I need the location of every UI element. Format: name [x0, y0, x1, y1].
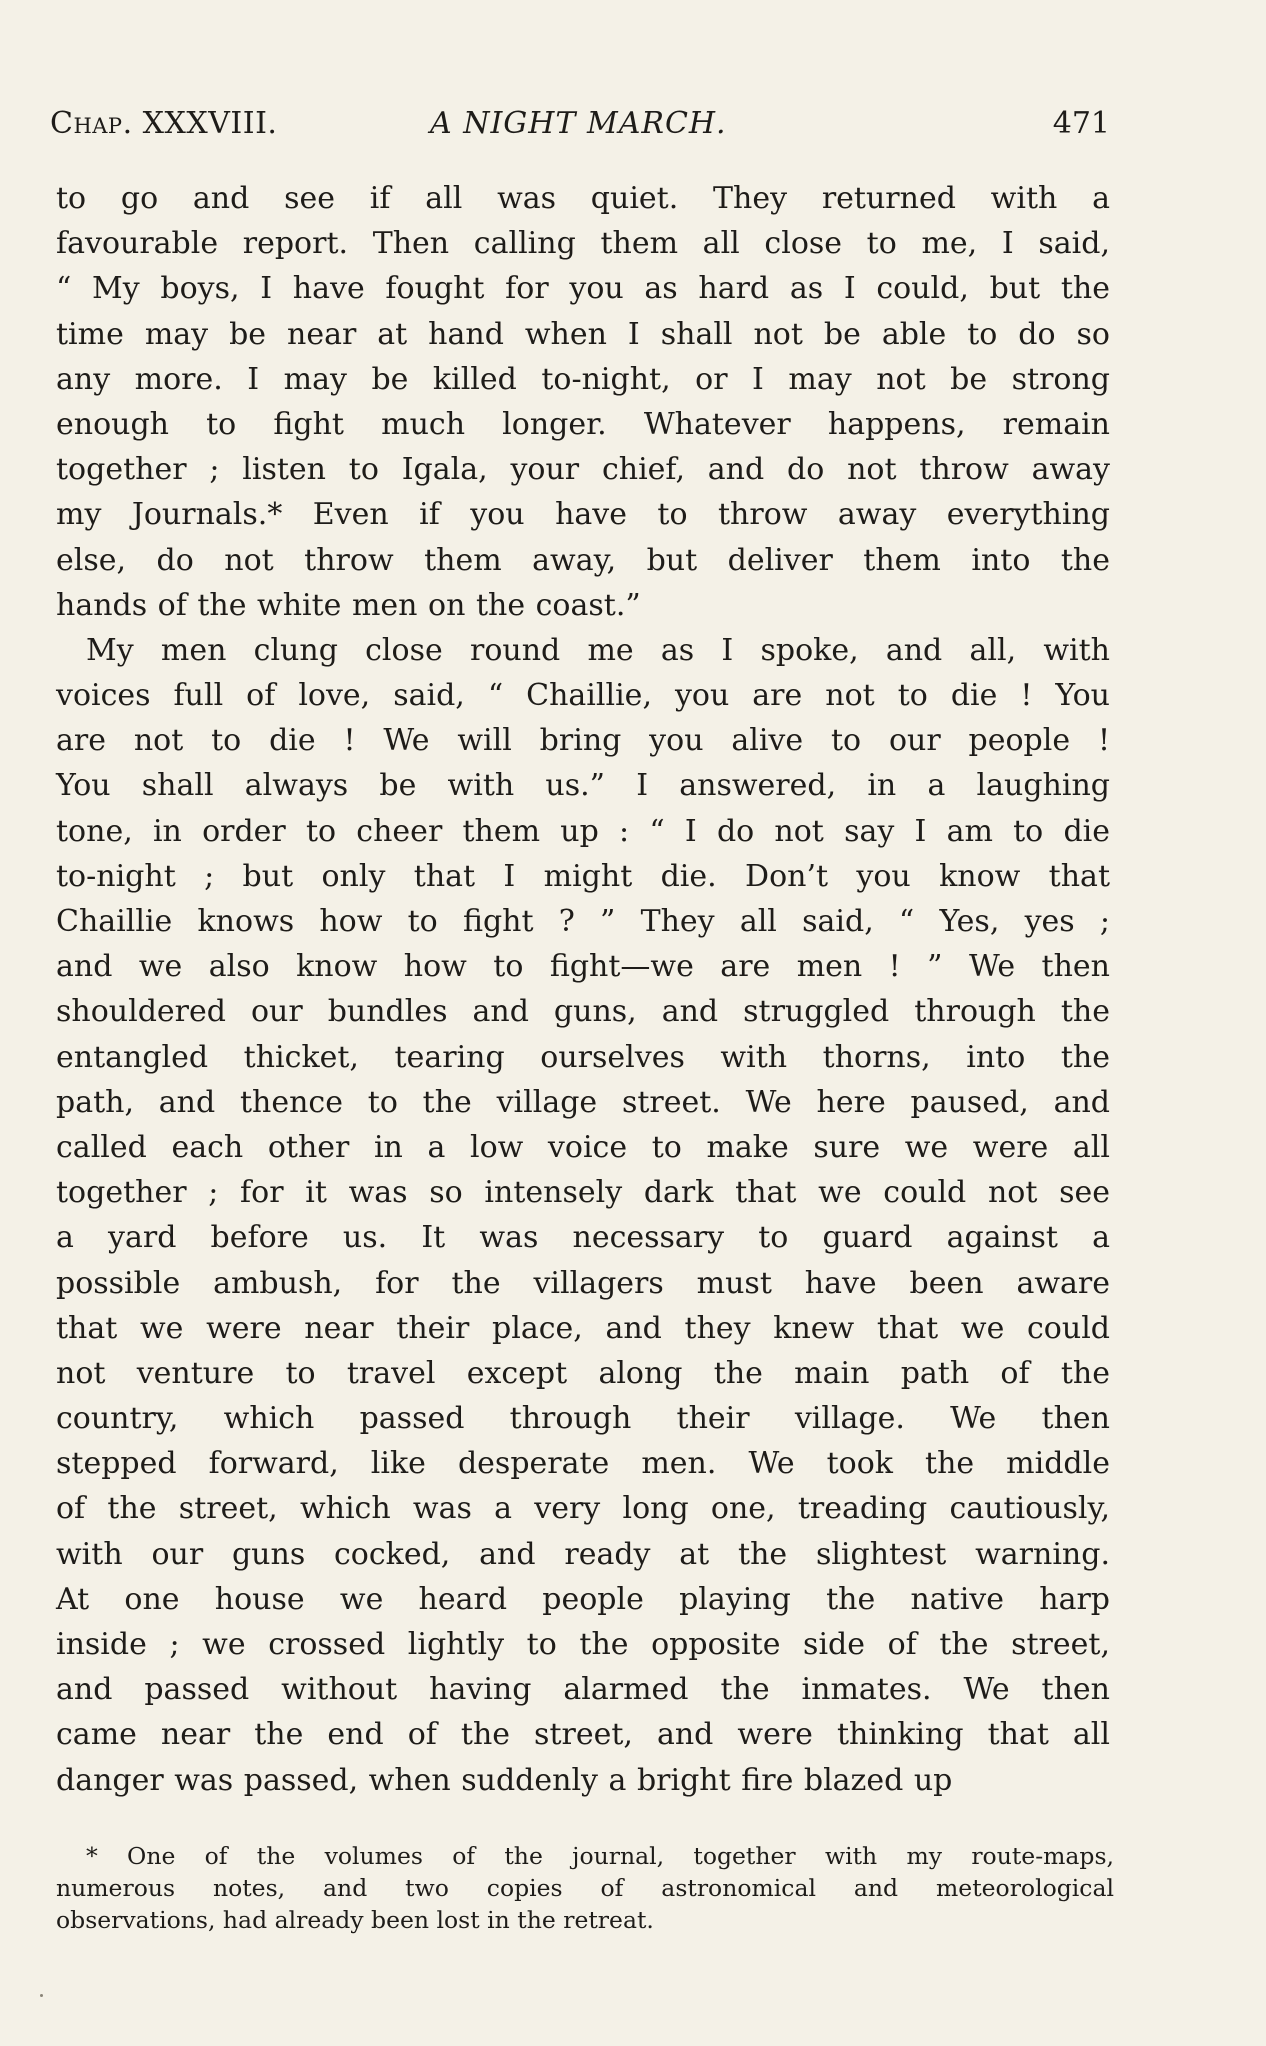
- text-line: You shall always be with us.” I answered, in a laughing: [56, 768, 1110, 804]
- text-line: together ; listen to Igala, your chief, and do not throw away: [56, 452, 1110, 488]
- text-line: tone, in order to cheer them up : “ I do not say I am to die: [56, 813, 1110, 849]
- text-line: entangled thicket, tearing ourselves with thorns, into the: [56, 1039, 1110, 1075]
- text-line: possible ambush, for the villagers must have been aware: [56, 1265, 1110, 1301]
- text-line: At one house we heard people playing the native harp: [56, 1581, 1110, 1617]
- text-line: any more. I may be killed to-night, or I may not be strong: [56, 361, 1110, 397]
- text-line: favourable report. Then calling them all close to me, I said,: [56, 226, 1110, 262]
- running-head: [50, 106, 1110, 146]
- text-line: with our guns cocked, and ready at the slightest warning.: [56, 1536, 1110, 1572]
- text-line: called each other in a low voice to make sure we were all: [56, 1129, 1110, 1165]
- text-line: time may be near at hand when I shall not be able to do so: [56, 316, 1110, 352]
- text-line: to go and see if all was quiet. They returned with a: [56, 181, 1110, 216]
- text-line: hands of the white men on the coast.”: [56, 587, 641, 623]
- chapter-label: Chap. XXXVIII.: [50, 106, 278, 141]
- text-line: else, do not throw them away, but deliver them into the: [56, 542, 1110, 578]
- text-line: country, which passed through their village. We then: [56, 1401, 1110, 1437]
- text-line: of the street, which was a very long one, treading cautiously,: [56, 1491, 1110, 1527]
- text-line: that we were near their place, and they knew that we could: [56, 1310, 1110, 1346]
- text-line: “ My boys, I have fought for you as hard as I could, but the: [56, 271, 1110, 307]
- text-line: to-night ; but only that I might die. Don’t you know that: [56, 858, 1110, 894]
- text-line: My men clung close round me as I spoke, and all, with: [86, 632, 1110, 668]
- text-line: inside ; we crossed lightly to the opposite side of the street,: [56, 1627, 1110, 1662]
- text-line: stepped forward, like desperate men. We took the middle: [56, 1446, 1110, 1482]
- text-line: voices full of love, said, “ Chaillie, you are not to die ! You: [56, 678, 1110, 714]
- text-line: Chaillie knows how to fight ? ” They all said, “ Yes, yes ;: [56, 904, 1110, 939]
- text-line: and passed without having alarmed the inmates. We then: [56, 1672, 1110, 1708]
- text-line: my Journals.* Even if you have to throw away everything: [56, 497, 1110, 533]
- footnote-line: * One of the volumes of the journal, together with my route-maps,: [86, 1842, 1114, 1870]
- text-line: path, and thence to the village street. We here paused, and: [56, 1084, 1110, 1120]
- text-line: shouldered our bundles and guns, and struggled through the: [56, 994, 1110, 1030]
- body-text: [56, 176, 1110, 1803]
- footnote: [56, 1840, 1114, 1936]
- text-line: are not to die ! We will bring you alive to our people !: [56, 723, 1110, 759]
- text-line: danger was passed, when suddenly a bright fire blazed up: [56, 1762, 953, 1798]
- text-line: a yard before us. It was necessary to guard against a: [56, 1220, 1110, 1256]
- text-line: came near the end of the street, and were thinking that all: [56, 1717, 1110, 1753]
- chapter-title: A NIGHT MARCH.: [430, 106, 727, 141]
- text-line: enough to fight much longer. Whatever happens, remain: [56, 406, 1110, 442]
- page-number: 471: [1052, 106, 1110, 141]
- footnote-line: observations, had already been lost in the retreat.: [56, 1906, 654, 1934]
- text-line: together ; for it was so intensely dark that we could not see: [56, 1175, 1110, 1211]
- text-line: not venture to travel except along the main path of the: [56, 1355, 1110, 1391]
- footnote-line: numerous notes, and two copies of astronomical and meteorological: [56, 1874, 1114, 1902]
- text-line: and we also know how to fight—we are men ! ” We then: [56, 949, 1110, 985]
- ink-speck: [40, 1994, 43, 1997]
